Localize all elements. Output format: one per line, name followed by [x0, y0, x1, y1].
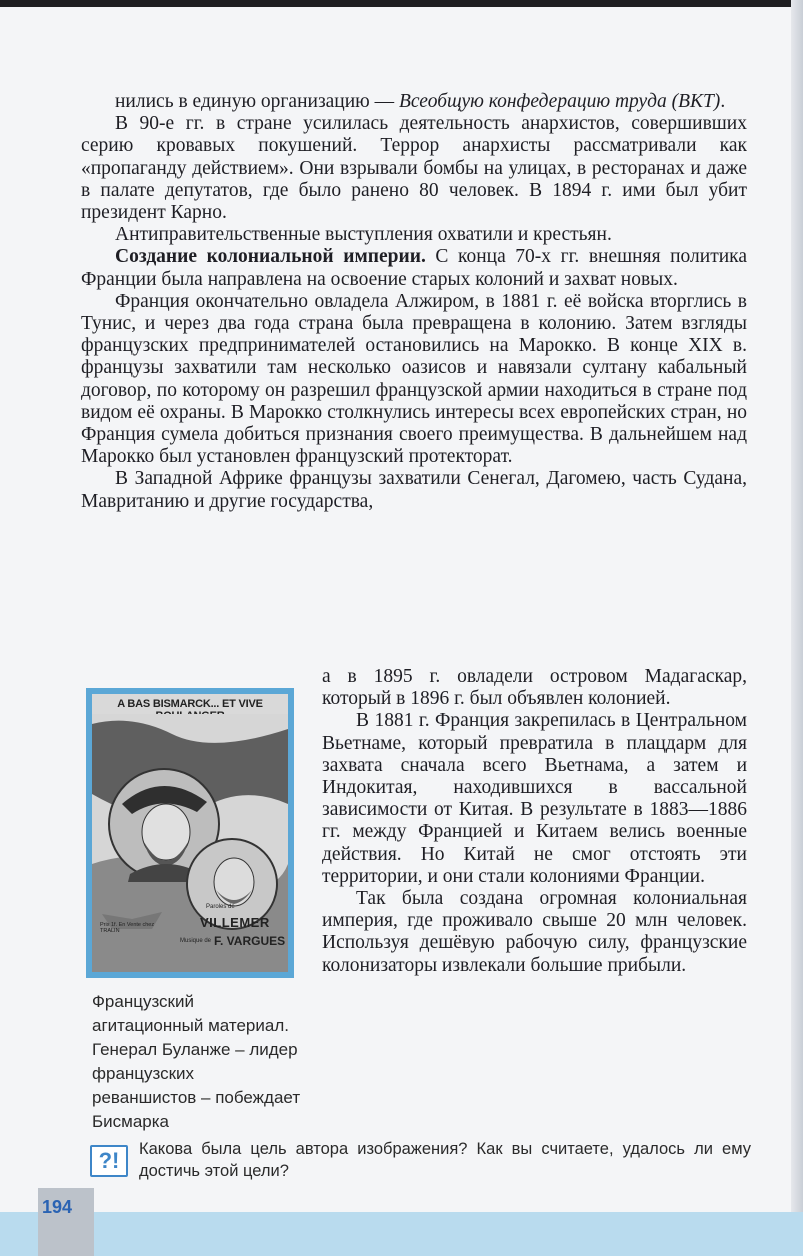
paragraph — [322, 666, 747, 710]
paragraph — [322, 888, 747, 977]
text-run: Антиправительственные выступления охватили и крестьян. — [115, 224, 612, 246]
text-run: Франция окончательно овладела Алжиром, в 1881 г. её войска вторглись в Тунис, и через два года страна была превращена в колонию. Затем взгляды французских предпринимателей остановились на Марокко. В конце XIX в. французы захватили там несколько оазисов и навязали султану кабальный договор, по которому он разрешил французской армии находиться в стране под видом её охраны. В Марокко столкнулись интересы всех европейских стран, но Франция сумела добиться признания своего преимущества. В дальнейшем над Марокко был установлен французский протекторат. — [81, 290, 747, 468]
figure-caption: Французский агитационный материал. Генерал Буланже – лидер французских реваншистов – побеждает Бисмарка — [92, 992, 301, 1131]
poster-sub1: Paroles de — [206, 904, 235, 910]
text-run: С конца 70-х гг. внешняя политика Франции была направлена на освоение старых колоний и захват новых. — [81, 246, 747, 290]
text-run: . — [720, 91, 726, 112]
poster-sub2: Musique de — [180, 938, 212, 944]
italic-term: Всеобщую конфедерацию труда (ВКТ) — [399, 91, 721, 112]
paragraph — [322, 710, 747, 888]
question-icon: ?! — [90, 1145, 128, 1177]
poster-title: A BAS BISMARCK... ET VIVE — [117, 698, 263, 710]
main-text-top — [81, 91, 747, 513]
page-right-edge — [791, 0, 803, 1256]
section-heading: Создание колониальной империи. — [115, 246, 426, 268]
text-run: В Западной Африке французы захватили Сенегал, Дагомею, часть Судана, Мавританию и другие государства, — [81, 468, 747, 512]
paragraph — [81, 246, 747, 290]
paragraph — [81, 113, 747, 224]
paragraph — [81, 91, 747, 113]
poster-author: VILLEMER — [200, 915, 270, 930]
text-run: В 1881 г. Франция закрепилась в Центральном Вьетнаме, который превратила в плацдарм для захвата сначала всего Вьетнама, а затем и Индокитая, находившихся в вассальной зависимости от Китая. В результате в 1883—1886 гг. между Францией и Китаем велись военные действия. Но Китай не смог отстоять эти территории, и они стали колониями Франции. — [322, 710, 747, 887]
paragraph — [81, 224, 747, 246]
page-number: 194 — [42, 1197, 73, 1217]
top-edge — [0, 0, 803, 7]
text-run: В 90-е гг. в стране усилилась деятельность анархистов, совершивших серию кровавых покушений. Террор анархисты рассматривали как «пропаганду действием». Они взрывали бомбы на улицах, в ресторанах и даже в палате депутатов, где было ранено 80 человек. В 1894 г. ими был убит президент Карно. — [81, 113, 747, 224]
paragraph — [81, 468, 747, 512]
question-text: Какова была цель автора изображения? Как вы считаете, удалось ли ему достичь этой цели? — [139, 1140, 751, 1180]
bottom-band — [0, 1212, 803, 1256]
main-text-side — [322, 666, 747, 977]
text-run: а в 1895 г. овладели островом Мадагаскар, который в 1896 г. был объявлен колонией. — [322, 666, 747, 710]
poster-composer: F. VARGUES — [214, 934, 286, 948]
text-run: нились в единую организацию — — [115, 91, 399, 112]
paragraph — [81, 291, 747, 469]
text-run: Так была создана огромная колониальная империя, где проживало свыше 20 млн человек. Используя дешёвую рабочую силу, французские колонизаторы извлекали большие прибыли. — [322, 888, 747, 976]
poster-image — [92, 694, 288, 972]
poster-figure — [86, 688, 294, 978]
poster-left-text: Prix 1f. En Vente chez TRALIN — [100, 922, 155, 934]
